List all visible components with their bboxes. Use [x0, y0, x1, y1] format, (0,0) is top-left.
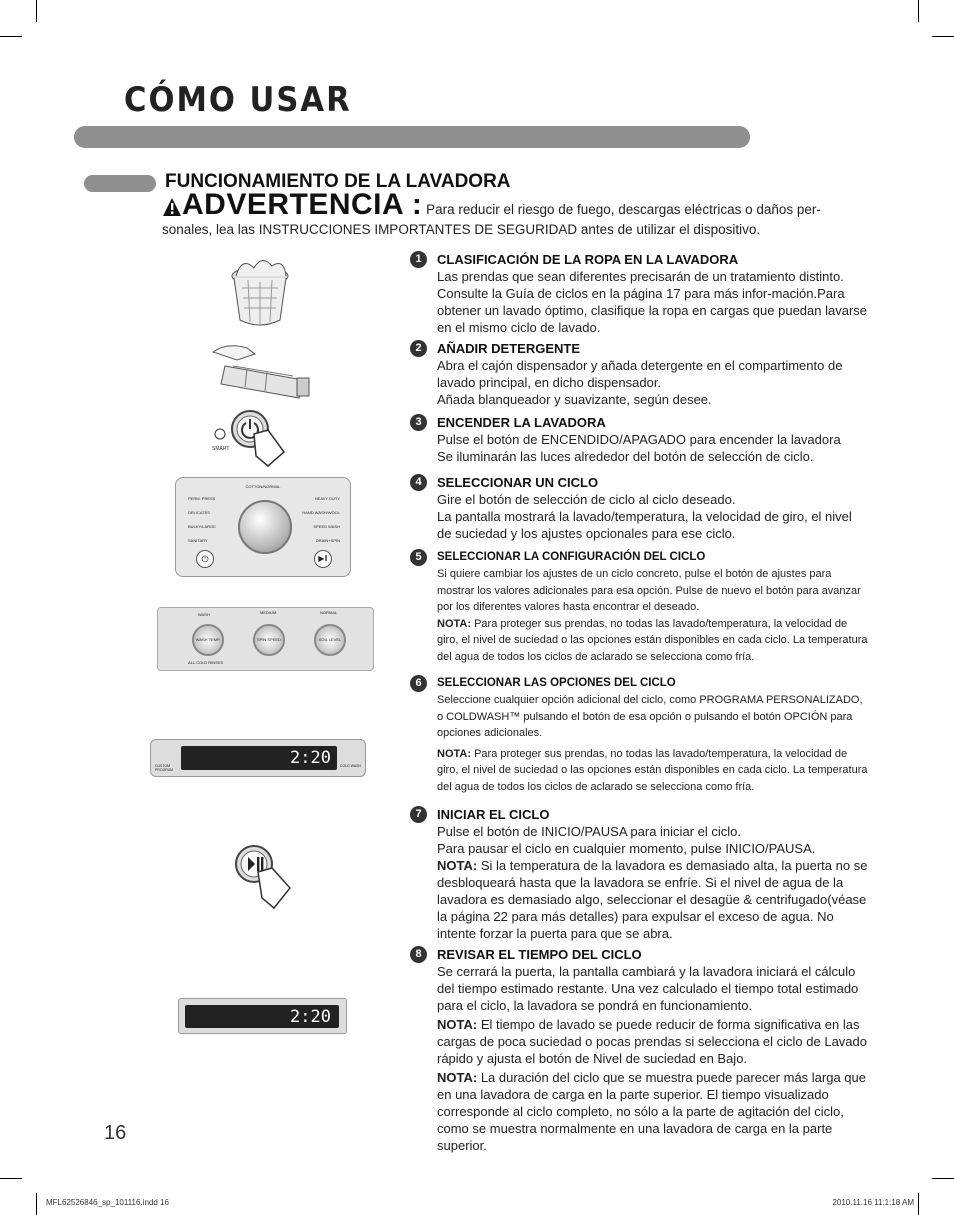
start-button-illustration: [234, 842, 300, 915]
page-number: 16: [104, 1122, 127, 1144]
step-4: [415, 474, 869, 542]
cycle-label-top: COTTON/NORMAL: [245, 484, 281, 489]
step-6: [415, 675, 869, 795]
step-number: 1: [410, 251, 427, 268]
section-title: FUNCIONAMIENTO DE LA LAVADORA: [165, 171, 511, 192]
step-number: 7: [410, 806, 427, 823]
note-text: La duración del ciclo que se muestra puede parecer más larga que en una lavadora de carga en la parte superior. El tiempo visualizado corresponde al ciclo completo, no sólo a la parte de agitación del ciclo, como se muestra normalmente en una lavadora de carga en la parte superior.: [437, 1070, 866, 1153]
cycle-label: HAND WASH/WOOL: [302, 510, 340, 515]
cycle-labels-left: [188, 492, 216, 548]
title-bar: [74, 126, 750, 148]
laundry-basket-illustration: [228, 258, 293, 335]
cycle-label: BULKY/LARGE: [188, 524, 216, 529]
display-screen: [181, 746, 337, 770]
spin-speed-knob: SPIN SPEED: [253, 624, 285, 656]
detergent-drawer-illustration: [207, 338, 312, 408]
crop-mark: [0, 1178, 22, 1179]
step-title: INICIAR EL CICLO: [437, 807, 550, 822]
step-5: [415, 549, 869, 665]
cycle-label: DELICATES: [188, 510, 210, 515]
crop-mark: [932, 1178, 954, 1179]
step-note: [437, 616, 869, 666]
step-8: [415, 946, 869, 1154]
step-title: ENCENDER LA LAVADORA: [437, 415, 606, 430]
crop-mark: [932, 36, 954, 37]
power-button-illustration: [208, 404, 298, 474]
display-time: 2:20: [290, 748, 331, 768]
warning-block: [162, 188, 862, 238]
cycle-labels-right: [302, 492, 340, 548]
start-pause-icon: ▶‖: [314, 550, 332, 568]
cycle-label: DRAIN+SPIN: [315, 538, 340, 543]
crop-mark: [918, 1193, 919, 1215]
cycle-label: SPEED WASH: [313, 524, 340, 529]
crop-mark: [918, 0, 919, 22]
cycle-label: PERM. PRESS: [188, 496, 216, 501]
step-number: 8: [410, 946, 427, 963]
crop-mark: [36, 1193, 37, 1215]
page-title: CÓMO USAR: [124, 80, 352, 120]
note-label: NOTA:: [437, 1070, 478, 1085]
footer-right: 2010.11.16 11:1:18 AM: [832, 1198, 914, 1207]
crop-mark: [0, 36, 22, 37]
display-panel-illustration: [150, 739, 366, 777]
custom-program-label: CUSTOM PROGRAM: [155, 764, 174, 772]
warning-icon: [162, 197, 182, 221]
display-screen: [185, 1005, 339, 1028]
step-body: Añada blanqueador y suavizante, según desee.: [437, 392, 712, 407]
note-label: NOTA:: [437, 747, 472, 760]
step-body: Pulse el botón de ENCENDIDO/APAGADO para encender la lavadora: [437, 432, 841, 447]
panel-label: WASH: [198, 612, 210, 617]
panel-label: NORMAL: [320, 610, 338, 615]
power-icon: ⏻: [196, 550, 214, 568]
panel-label: MEDIUM: [260, 610, 277, 615]
step-note: [437, 857, 869, 942]
display-time: 2:20: [290, 1007, 331, 1027]
step-1: [415, 251, 869, 336]
note-label: NOTA:: [437, 858, 478, 873]
step-title: AÑADIR DETERGENTE: [437, 341, 581, 356]
note-text: Si la temperatura de la lavadora es demasiado alta, la puerta no se desbloqueará hasta que la lavadora se enfríe. Si el nivel de agua de la lavadora es demasiado algo, seleccionar el desagüe & centrifugado(véase la página 22 para más detalles) para expulsar el exceso de agua. No intente forzar la puerta para que se abra.: [437, 858, 868, 941]
note-label: NOTA:: [437, 1017, 478, 1032]
note-text: Para proteger sus prendas, no todas las lavado/temperatura, la velocidad de giro, el nivel de suciedad o las opciones están disponibles en cada ciclo. La temperatura del agua de todos los ciclos de aclarado se selecciona como fría.: [437, 617, 868, 663]
step-body: Se cerrará la puerta, la pantalla cambiará y la lavadora iniciará el cálculo del tiempo estimado restante. Una vez calculado el tiempo total estimado para el ciclo, la lavadora se pondrá en funcionamiento.: [437, 964, 859, 1013]
step-body: Si quiere cambiar los ajustes de un ciclo concreto, pulse el botón de ajustes para mostrar los valores adicionales para esa opción. Pulse de nuevo el botón para avanzar por los diferentes valores hasta encontrar el deseado.: [437, 568, 861, 613]
soil-level-knob: SOIL LEVEL: [314, 624, 346, 656]
cycle-knob: [238, 500, 292, 554]
note-label: NOTA:: [437, 617, 472, 630]
options-panel-illustration: [157, 607, 374, 671]
step-note: [437, 746, 869, 796]
step-title: SELECCIONAR UN CICLO: [437, 475, 599, 490]
section-pill: [84, 175, 156, 192]
panel-label: ALL COLD RINSES: [188, 660, 224, 665]
warning-text: Para reducir el riesgo de fuego, descargas eléctricas o daños per-sonales, lea las INSTRUCCIONES IMPORTANTES DE SEGURIDAD antes de utilizar el dispositivo.: [162, 202, 821, 237]
cold-wash-label: COLD WASH: [339, 764, 361, 768]
note-text: Para proteger sus prendas, no todas las lavado/temperatura, la velocidad de giro, el nivel de suciedad o las opciones están disponibles en cada ciclo. La temperatura del agua de todos los ciclos de aclarado se selecciona como fría.: [437, 747, 868, 793]
step-number: 6: [410, 675, 427, 692]
step-number: 4: [410, 474, 427, 491]
cycle-panel-illustration: [175, 477, 351, 577]
step-body: La pantalla mostrará la lavado/temperatura, la velocidad de giro, el nivel de suciedad y los ajustes opcionales para ese ciclo.: [437, 509, 852, 541]
step-body: Para pausar el ciclo en cualquier momento, pulse INICIO/PAUSA.: [437, 841, 816, 856]
step-title: SELECCIONAR LAS OPCIONES DEL CICLO: [437, 677, 676, 689]
step-title: CLASIFICACIÓN DE LA ROPA EN LA LAVADORA: [437, 252, 739, 267]
footer-left: MFL62526846_sp_101116.indd 16: [46, 1198, 169, 1207]
cycle-label: HEAVY DUTY: [314, 496, 340, 501]
step-2: [415, 340, 869, 408]
step-body: Seleccione cualquier opción adicional del ciclo, como PROGRAMA PERSONALIZADO, o COLDWASH™ pulsando el botón de esa opción o pulsando el botón OPCIÓN para opciones adicionales.: [437, 694, 863, 739]
cycle-label: SANITARY: [188, 538, 208, 543]
step-7: [415, 806, 869, 942]
display-panel-2-illustration: [178, 998, 347, 1034]
svg-text:SMART: SMART: [212, 446, 230, 452]
warning-heading: ADVERTENCIA :: [182, 188, 423, 221]
step-body: Se iluminarán las luces alrededor del botón de selección de ciclo.: [437, 449, 814, 464]
step-title: SELECCIONAR LA CONFIGURACIÓN DEL CICLO: [437, 551, 706, 563]
step-number: 2: [410, 340, 427, 357]
wash-temp-knob: WASH TEMP.: [192, 624, 224, 656]
step-number: 3: [410, 414, 427, 431]
step-number: 5: [410, 549, 427, 566]
step-title: REVISAR EL TIEMPO DEL CICLO: [437, 947, 642, 962]
step-note: [437, 1069, 869, 1154]
step-body: Pulse el botón de INICIO/PAUSA para iniciar el ciclo.: [437, 824, 741, 839]
note-text: El tiempo de lavado se puede reducir de forma significativa en las cargas de poca suciedad o pocas prendas si selecciona el ciclo de Lavado rápido y ajusta el botón de Nivel de suciedad en Bajo.: [437, 1017, 867, 1066]
crop-mark: [36, 0, 37, 22]
step-body: Gire el botón de selección de ciclo al ciclo deseado.: [437, 492, 736, 507]
step-body: Las prendas que sean diferentes precisarán de un tratamiento distinto. Consulte la Guía de ciclos en la página 17 para más infor-mación.Para obtener un lavado óptimo, clasifique la ropa en cargas que puedan lavarse en el mismo ciclo de lavado.: [437, 269, 868, 335]
step-3: [415, 414, 869, 465]
step-note: [437, 1016, 869, 1067]
step-body: Abra el cajón dispensador y añada detergente en el compartimento de lavado principal, en dicho dispensador.: [437, 358, 843, 390]
